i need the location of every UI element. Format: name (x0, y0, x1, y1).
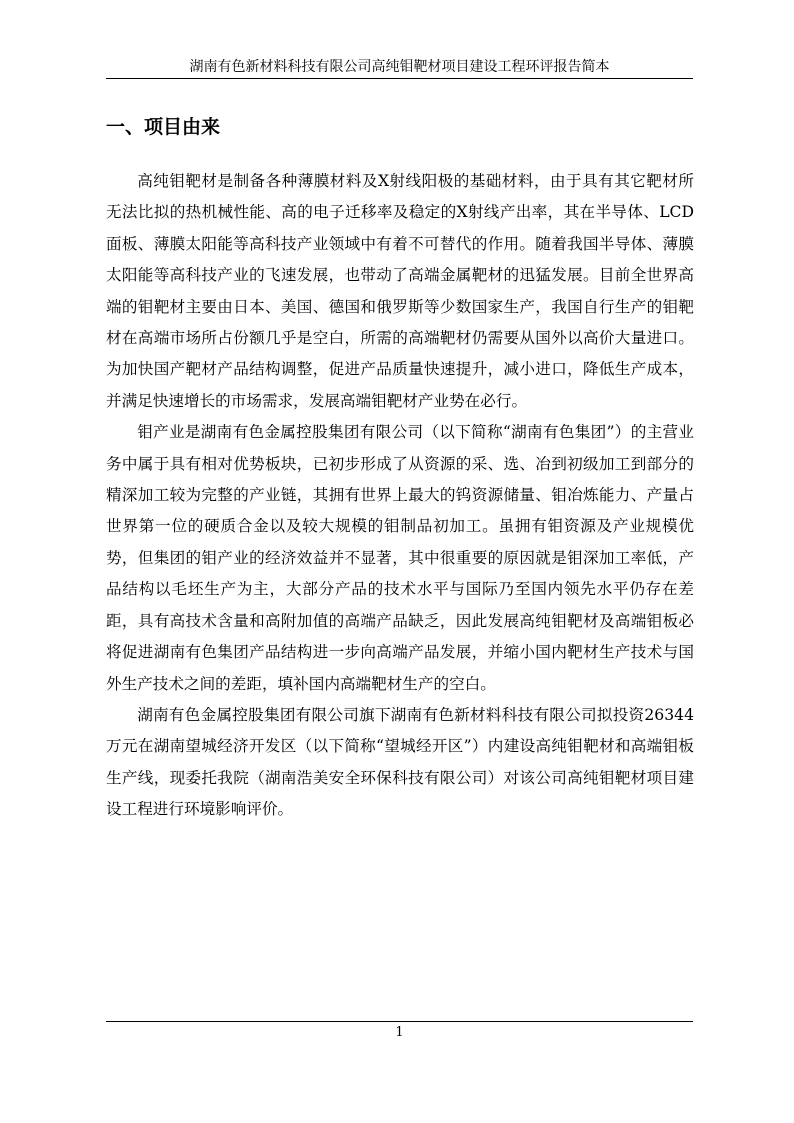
document-body (106, 166, 694, 826)
header-divider (106, 78, 693, 79)
paragraph-molybdenum-industry: 钼产业是湖南有色金属控股集团有限公司（以下简称“湖南有色集团”）的主营业务中属于具有相对优势板块，已初步形成了从资源的采、选、冶到初级加工到部分的精深加工较为完整的产业链，其拥有世界上最大的钨资源储量、钼冶炼能力、产量占世界第一位的硬质合金以及较大规模的钼制品初加工。虽拥有钼资源及产业规模优势，但集团的钼产业的经济效益并不显著，其中很重要的原因就是钼深加工率低，产品结构以毛坯生产为主，大部分产品的技术水平与国际乃至国内领先水平仍存在差距，具有高技术含量和高附加值的高端产品缺乏，因此发展高纯钼靶材及高端钼板必将促进湖南有色集团产品结构进一步向高端产品发展，并缩小国内靶材生产技术与国外生产技术之间的差距，填补国内高端靶材生产的空白。 (106, 423, 694, 693)
footer-divider (106, 1021, 693, 1022)
section-title: 一、项目由来 (106, 116, 221, 138)
page-number: 1 (395, 1025, 404, 1040)
paragraph-project-commission: 湖南有色金属控股集团有限公司旗下湖南有色新材料科技有限公司拟投资26344万元在湖南望城经济开发区（以下简称“望城经开区”）内建设高纯钼靶材和高端钼板生产线，现委托我院（湖南浩美安全环保科技有限公司）对该公司高纯钼靶材项目建设工程进行环境影响评价。 (106, 705, 694, 819)
running-header: 湖南有色新材料科技有限公司高纯钼靶材项目建设工程环评报告简本 (189, 59, 610, 75)
paragraph-intro-molybdenum-target: 高纯钼靶材是制备各种薄膜材料及X射线阳极的基础材料，由于具有其它靶材所无法比拟的热机械性能、高的电子迁移率及稳定的X射线产出率，其在半导体、LCD面板、薄膜太阳能等高科技产业领域中有着不可替代的作用。随着我国半导体、薄膜太阳能等高科技产业的飞速发展，也带动了高端金属靶材的迅猛发展。目前全世界高端的钼靶材主要由日本、美国、德国和俄罗斯等少数国家生产，我国自行生产的钼靶材在高端市场所占份额几乎是空白，所需的高端靶材仍需要从国外以高价大量进口。为加快国产靶材产品结构调整，促进产品质量快速提升，减小进口，降低生产成本，并满足快速增长的市场需求，发展高端钼靶材产业势在必行。 (106, 172, 694, 410)
